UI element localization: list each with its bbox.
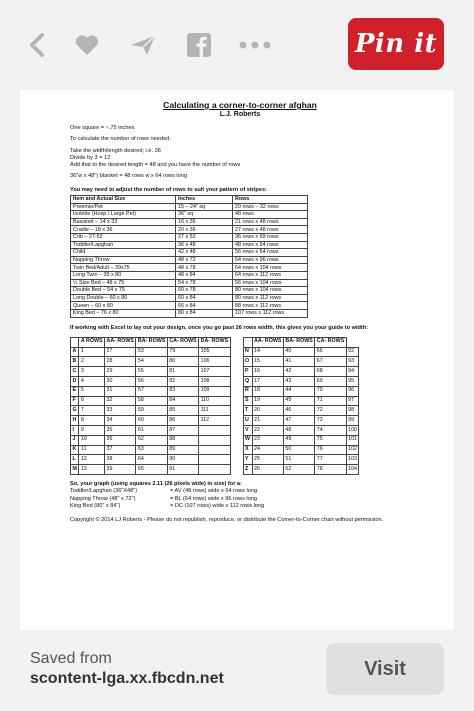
column-letter-cell: L <box>71 455 79 465</box>
size-item-cell: Preemie/Pet <box>71 203 176 211</box>
column-row-cell: 35 <box>105 426 136 436</box>
column-row-cell: 110 <box>199 396 230 406</box>
column-guide-row <box>243 386 359 396</box>
column-row-cell: 52 <box>283 465 314 475</box>
column-row-cell: 98 <box>346 406 359 416</box>
column-row-cell: 39 <box>105 465 136 475</box>
graph-example-row <box>70 488 410 495</box>
column-letter-cell: I <box>71 426 79 436</box>
size-rows-cell: 64 rows x 112 rows <box>233 272 308 280</box>
intro-line: Take the width/length desired; i.e. 36 <box>70 147 161 154</box>
column-row-cell: 14 <box>252 347 283 357</box>
column-row-cell: 3 <box>79 367 105 377</box>
pinned-image <box>20 90 454 630</box>
column-row-cell: 81 <box>167 367 198 377</box>
column-row-cell: 32 <box>105 396 136 406</box>
column-row-cell: 72 <box>315 406 346 416</box>
column-guide-row <box>243 347 359 357</box>
column-row-cell: 38 <box>105 455 136 465</box>
column-letter-cell: Y <box>243 455 252 465</box>
column-row-cell: 71 <box>315 396 346 406</box>
column-row-cell: 64 <box>136 455 167 465</box>
size-inches-cell: 16 x 36 <box>176 218 233 226</box>
size-table-row <box>71 203 308 211</box>
column-row-cell: 40 <box>283 347 314 357</box>
size-table-row <box>71 226 308 234</box>
size-item-cell: Napping Throw <box>71 256 176 264</box>
column-row-cell <box>199 465 230 475</box>
column-row-cell: 75 <box>315 435 346 445</box>
column-row-cell: 23 <box>252 435 283 445</box>
column-row-cell: 46 <box>283 406 314 416</box>
size-item-cell: Cradle – 18 x 36 <box>71 226 176 234</box>
column-guide-header: AA- ROWS <box>105 337 136 347</box>
size-inches-cell: 60 x 84 <box>176 294 233 302</box>
graph-example-item: Napping Throw (48" x 72") <box>70 495 136 502</box>
column-guide-header: CA- ROWS <box>315 337 346 347</box>
size-item-cell: Bassinet – 14 x 33 <box>71 218 176 226</box>
column-guide-row <box>243 357 359 367</box>
column-row-cell: 95 <box>346 377 359 387</box>
column-letter-cell: R <box>243 386 252 396</box>
column-letter-cell: Q <box>243 377 252 387</box>
column-row-cell: 19 <box>252 396 283 406</box>
column-letter-cell: K <box>71 445 79 455</box>
send-icon[interactable] <box>128 30 158 60</box>
column-guide-row <box>71 386 231 396</box>
column-row-cell: 77 <box>315 455 346 465</box>
column-row-cell: 6 <box>79 396 105 406</box>
column-row-cell: 84 <box>167 396 198 406</box>
size-table-row <box>71 241 308 249</box>
column-row-cell: 80 <box>167 357 198 367</box>
column-row-cell: 99 <box>346 416 359 426</box>
column-row-cell: 11 <box>79 445 105 455</box>
column-guide-row <box>71 406 231 416</box>
graph-example-row <box>70 503 410 510</box>
size-inches-cell: 27 x 52 <box>176 234 233 242</box>
column-letter-cell: S <box>243 396 252 406</box>
graph-example-value: = BL (64 rows) wide x 96 rows long <box>170 495 258 502</box>
column-row-cell: 101 <box>346 435 359 445</box>
column-guide-row <box>243 396 359 406</box>
size-table-row <box>71 294 308 302</box>
intro-line: Divide by 3 = 12 <box>70 154 111 161</box>
size-item-cell: ½ Size Bed – 48 x 75 <box>71 279 176 287</box>
column-row-cell: 26 <box>252 465 283 475</box>
column-guide-header: AA- ROWS <box>252 337 283 347</box>
size-item-cell: Queen – 60 x 80 <box>71 302 176 310</box>
column-guide-header: DA- ROWS <box>199 337 230 347</box>
column-row-cell: 79 <box>167 347 198 357</box>
column-row-cell: 50 <box>283 445 314 455</box>
column-row-cell: 24 <box>252 445 283 455</box>
column-row-cell: 74 <box>315 426 346 436</box>
column-row-cell: 67 <box>315 357 346 367</box>
column-row-cell: 41 <box>283 357 314 367</box>
heart-icon[interactable] <box>72 30 102 60</box>
column-row-cell: 68 <box>315 367 346 377</box>
column-row-cell: 97 <box>346 396 359 406</box>
size-item-cell: Isolette (Hosp / Large Pet) <box>71 211 176 219</box>
afghan-chart-document <box>70 94 410 525</box>
column-guide-row <box>243 406 359 416</box>
top-toolbar <box>0 0 474 90</box>
column-letter-cell: E <box>71 386 79 396</box>
size-inches-cell: 66 x 84 <box>176 302 233 310</box>
column-row-cell: 43 <box>283 377 314 387</box>
column-row-cell: 106 <box>199 357 230 367</box>
column-row-cell: 103 <box>346 455 359 465</box>
column-row-cell: 109 <box>199 386 230 396</box>
graph-example-value: = AV (48 rows) wide x 64 rows long <box>170 488 258 495</box>
column-row-cell: 88 <box>167 435 198 445</box>
column-guide-row <box>71 435 231 445</box>
column-guide-row <box>243 416 359 426</box>
size-inches-cell: 20 x 36 <box>176 226 233 234</box>
size-inches-cell: 42 x 48 <box>176 249 233 257</box>
intro-line: 36"w x 48") blanket = 48 rows w x 64 rows long <box>70 173 187 180</box>
column-row-cell: 102 <box>346 445 359 455</box>
size-rows-cell: 56 rows x 104 rows <box>233 279 308 287</box>
column-row-cell: 37 <box>105 445 136 455</box>
column-guide-header: BA- ROWS <box>283 337 314 347</box>
column-letter-cell: T <box>243 406 252 416</box>
column-guide-row <box>243 455 359 465</box>
column-row-cell: 108 <box>199 377 230 387</box>
size-table-row <box>71 234 308 242</box>
column-row-cell: 18 <box>252 386 283 396</box>
size-rows-cell: 64 rows x 96 rows <box>233 256 308 264</box>
size-item-cell: Long Double – 60 x 80 <box>71 294 176 302</box>
size-rows-cell: 88 rows x 112 rows <box>233 302 308 310</box>
column-guide-row <box>243 465 359 475</box>
column-letter-cell: P <box>243 367 252 377</box>
column-guide-row <box>243 445 359 455</box>
size-table-row <box>71 218 308 226</box>
column-row-cell: 107 <box>199 367 230 377</box>
pin-it-button[interactable]: Pin it <box>348 18 444 70</box>
size-header: Rows <box>233 196 308 204</box>
size-item-cell: Toddler/Lapghan <box>71 241 176 249</box>
column-row-cell: 49 <box>283 435 314 445</box>
facebook-icon[interactable] <box>184 30 214 60</box>
size-inches-cell: 54 x 78 <box>176 279 233 287</box>
column-row-cell: 27 <box>105 347 136 357</box>
graph-example-item: King Bed (80" x 84") <box>70 502 121 509</box>
column-row-cell: 33 <box>105 406 136 416</box>
column-guide-row <box>71 357 231 367</box>
column-row-cell: 78 <box>315 465 346 475</box>
column-row-cell: 5 <box>79 386 105 396</box>
column-row-cell <box>199 445 230 455</box>
column-guide-row <box>71 367 231 377</box>
column-row-cell: 30 <box>105 377 136 387</box>
column-row-cell: 1 <box>79 347 105 357</box>
size-table-row <box>71 272 308 280</box>
column-row-cell: 15 <box>252 357 283 367</box>
column-row-cell: 44 <box>283 386 314 396</box>
graph-example-value: = DC (107 rows) wide x 112 rows long <box>170 502 265 509</box>
column-letter-cell: F <box>71 396 79 406</box>
size-item-cell: Crib – 27-52 <box>71 234 176 242</box>
size-rows-cell: 80 rows x 112 rows <box>233 294 308 302</box>
column-row-cell: 86 <box>167 416 198 426</box>
size-inches-cell: 15 – 24" sq <box>176 203 233 211</box>
size-rows-cell: 107 rows x 112 rows <box>233 309 308 317</box>
column-row-cell: 93 <box>346 357 359 367</box>
column-letter-cell: V <box>243 426 252 436</box>
column-row-cell: 112 <box>199 416 230 426</box>
column-row-cell: 89 <box>167 445 198 455</box>
column-letter-cell: N <box>243 347 252 357</box>
column-letter-cell: U <box>243 416 252 426</box>
column-letter-cell: D <box>71 377 79 387</box>
size-inches-cell: 60 x 78 <box>176 287 233 295</box>
column-row-cell: 94 <box>346 367 359 377</box>
column-row-cell: 90 <box>167 455 198 465</box>
size-inches-cell: 48 x 84 <box>176 272 233 280</box>
column-guide-row <box>71 445 231 455</box>
column-row-cell <box>199 435 230 445</box>
column-row-cell: 36 <box>105 435 136 445</box>
column-row-cell: 34 <box>105 416 136 426</box>
column-row-cell <box>199 455 230 465</box>
column-guide-row <box>71 347 231 357</box>
column-row-cell: 57 <box>136 386 167 396</box>
column-row-cell: 59 <box>136 406 167 416</box>
column-row-cell: 73 <box>315 416 346 426</box>
column-row-cell: 7 <box>79 406 105 416</box>
size-item-cell: Child <box>71 249 176 257</box>
column-guide-row <box>243 426 359 436</box>
adjust-note: You may need to adjust the number of rows to suit your pattern of stripes: <box>70 186 267 193</box>
size-rows-cell: 27 rows x 48 rows <box>233 226 308 234</box>
column-row-cell: 104 <box>346 465 359 475</box>
column-row-cell: 13 <box>79 465 105 475</box>
column-row-cell: 28 <box>105 357 136 367</box>
size-table-row <box>71 264 308 272</box>
column-guide-row <box>71 426 231 436</box>
column-guide-header: BA- ROWS <box>136 337 167 347</box>
size-rows-cell: 21 rows x 48 rows <box>233 218 308 226</box>
column-guide-header: CA- ROWS <box>167 337 198 347</box>
column-guide-left <box>70 337 231 475</box>
column-letter-cell: A <box>71 347 79 357</box>
column-guide-header: A ROWS <box>79 337 105 347</box>
column-row-cell: 66 <box>315 347 346 357</box>
size-rows-cell: 80 rows x 104 rows <box>233 287 308 295</box>
size-rows-cell: 20 rows – 32 rows <box>233 203 308 211</box>
size-rows-cell: 64 rows x 104 rows <box>233 264 308 272</box>
column-row-cell: 42 <box>283 367 314 377</box>
column-guide <box>70 337 410 475</box>
column-guide-row <box>71 396 231 406</box>
column-row-cell: 17 <box>252 377 283 387</box>
size-rows-cell: 36 rows x 69 rows <box>233 234 308 242</box>
size-table-row <box>71 256 308 264</box>
document-title: Calculating a corner-to-corner afghan <box>163 100 317 110</box>
column-row-cell: 91 <box>167 465 198 475</box>
column-row-cell: 16 <box>252 367 283 377</box>
column-letter-cell: H <box>71 416 79 426</box>
column-row-cell: 85 <box>167 406 198 416</box>
size-inches-cell: 36 x 48 <box>176 241 233 249</box>
column-row-cell: 12 <box>79 455 105 465</box>
column-row-cell: 58 <box>136 396 167 406</box>
graph-note: So, your graph (using squares 2.11 (26 pixels wide) in size) for a: <box>70 481 242 488</box>
copyright-note: Copyright © 2014 LJ Roberts - Please do not republish, reproduce, or distribute the Corner-to-Corner chart without permission. <box>70 517 384 524</box>
column-row-cell: 76 <box>315 445 346 455</box>
column-row-cell: 29 <box>105 367 136 377</box>
column-row-cell: 20 <box>252 406 283 416</box>
column-letter-cell: O <box>243 357 252 367</box>
size-table-row <box>71 279 308 287</box>
size-table-row <box>71 309 308 317</box>
column-guide-header <box>71 337 79 347</box>
back-icon[interactable] <box>22 30 52 60</box>
column-row-cell: 105 <box>199 347 230 357</box>
size-item-cell: Twin Bed/Adult – 39x75 <box>71 264 176 272</box>
column-row-cell <box>199 426 230 436</box>
intro-line: One square = ~.75 inches <box>70 125 135 131</box>
size-rows-cell: 48 rows x 64 rows <box>233 241 308 249</box>
column-guide-row <box>243 367 359 377</box>
size-inches-cell: 48 x 72 <box>176 256 233 264</box>
more-icon[interactable] <box>238 30 272 60</box>
graph-example-row <box>70 496 410 503</box>
column-guide-row <box>71 465 231 475</box>
column-row-cell: 55 <box>136 367 167 377</box>
column-row-cell: 9 <box>79 426 105 436</box>
column-row-cell: 51 <box>283 455 314 465</box>
column-guide-row <box>71 416 231 426</box>
column-row-cell: 83 <box>167 386 198 396</box>
column-row-cell: 31 <box>105 386 136 396</box>
column-row-cell: 53 <box>136 347 167 357</box>
intro-line: To calculate the number of rows needed: <box>70 136 171 143</box>
column-row-cell: 47 <box>283 416 314 426</box>
column-row-cell: 2 <box>79 357 105 367</box>
column-letter-cell: M <box>71 465 79 475</box>
column-guide-row <box>71 455 231 465</box>
column-row-cell: 45 <box>283 396 314 406</box>
column-guide-row <box>71 377 231 387</box>
column-row-cell: 92 <box>346 347 359 357</box>
column-letter-cell: J <box>71 435 79 445</box>
size-item-cell: King Bed – 76 x 80 <box>71 309 176 317</box>
column-row-cell: 8 <box>79 416 105 426</box>
graph-example-item: Toddler/Lapghan (36"X48") <box>70 488 138 495</box>
size-header: Item and Actual Size <box>71 196 176 204</box>
column-row-cell: 87 <box>167 426 198 436</box>
column-row-cell: 25 <box>252 455 283 465</box>
column-row-cell: 60 <box>136 416 167 426</box>
intro-line: Add that to the desired length = 48 and you have the number of rows <box>70 162 241 169</box>
column-row-cell: 21 <box>252 416 283 426</box>
size-table-row <box>71 302 308 310</box>
visit-button[interactable]: Visit <box>326 643 444 695</box>
document-author: L.J. Roberts <box>219 111 261 118</box>
column-guide-row <box>243 435 359 445</box>
column-letter-cell: Z <box>243 465 252 475</box>
size-item-cell: Double Bed – 54 x 75 <box>71 287 176 295</box>
column-guide-row <box>243 377 359 387</box>
size-table-row <box>71 211 308 219</box>
graph-examples <box>70 488 410 510</box>
column-row-cell: 82 <box>167 377 198 387</box>
size-table-row <box>71 249 308 257</box>
source-domain-link[interactable]: scontent-lga.xx.fbcdn.net <box>30 670 224 687</box>
size-item-cell: Long Twin – 39 x 80 <box>71 272 176 280</box>
size-inches-cell: 48 x 78 <box>176 264 233 272</box>
column-row-cell: 54 <box>136 357 167 367</box>
column-row-cell: 65 <box>136 465 167 475</box>
column-letter-cell: C <box>71 367 79 377</box>
size-rows-cell: 48 rows <box>233 211 308 219</box>
column-row-cell: 48 <box>283 426 314 436</box>
size-table <box>70 195 308 318</box>
column-row-cell: 61 <box>136 426 167 436</box>
size-rows-cell: 56 rows x 64 rows <box>233 249 308 257</box>
size-inches-cell: 36" sq <box>176 211 233 219</box>
column-letter-cell: G <box>71 406 79 416</box>
column-row-cell: 10 <box>79 435 105 445</box>
column-guide-right <box>243 337 360 475</box>
column-row-cell: 69 <box>315 377 346 387</box>
column-row-cell: 100 <box>346 426 359 436</box>
excel-note: If working with Excel to lay out your design, once you go past 26 rows width, this gives you your guide to width: <box>70 324 369 331</box>
column-row-cell: 70 <box>315 386 346 396</box>
size-table-row <box>71 287 308 295</box>
column-letter-cell: B <box>71 357 79 367</box>
column-letter-cell: W <box>243 435 252 445</box>
column-row-cell: 63 <box>136 445 167 455</box>
column-row-cell: 4 <box>79 377 105 387</box>
column-guide-header <box>243 337 252 347</box>
saved-from-label: Saved from <box>30 650 112 667</box>
column-row-cell: 56 <box>136 377 167 387</box>
size-inches-cell: 80 x 84 <box>176 309 233 317</box>
size-header: Inches <box>176 196 233 204</box>
column-row-cell: 22 <box>252 426 283 436</box>
column-row-cell: 62 <box>136 435 167 445</box>
column-letter-cell: X <box>243 445 252 455</box>
column-row-cell: 111 <box>199 406 230 416</box>
column-row-cell: 96 <box>346 386 359 396</box>
